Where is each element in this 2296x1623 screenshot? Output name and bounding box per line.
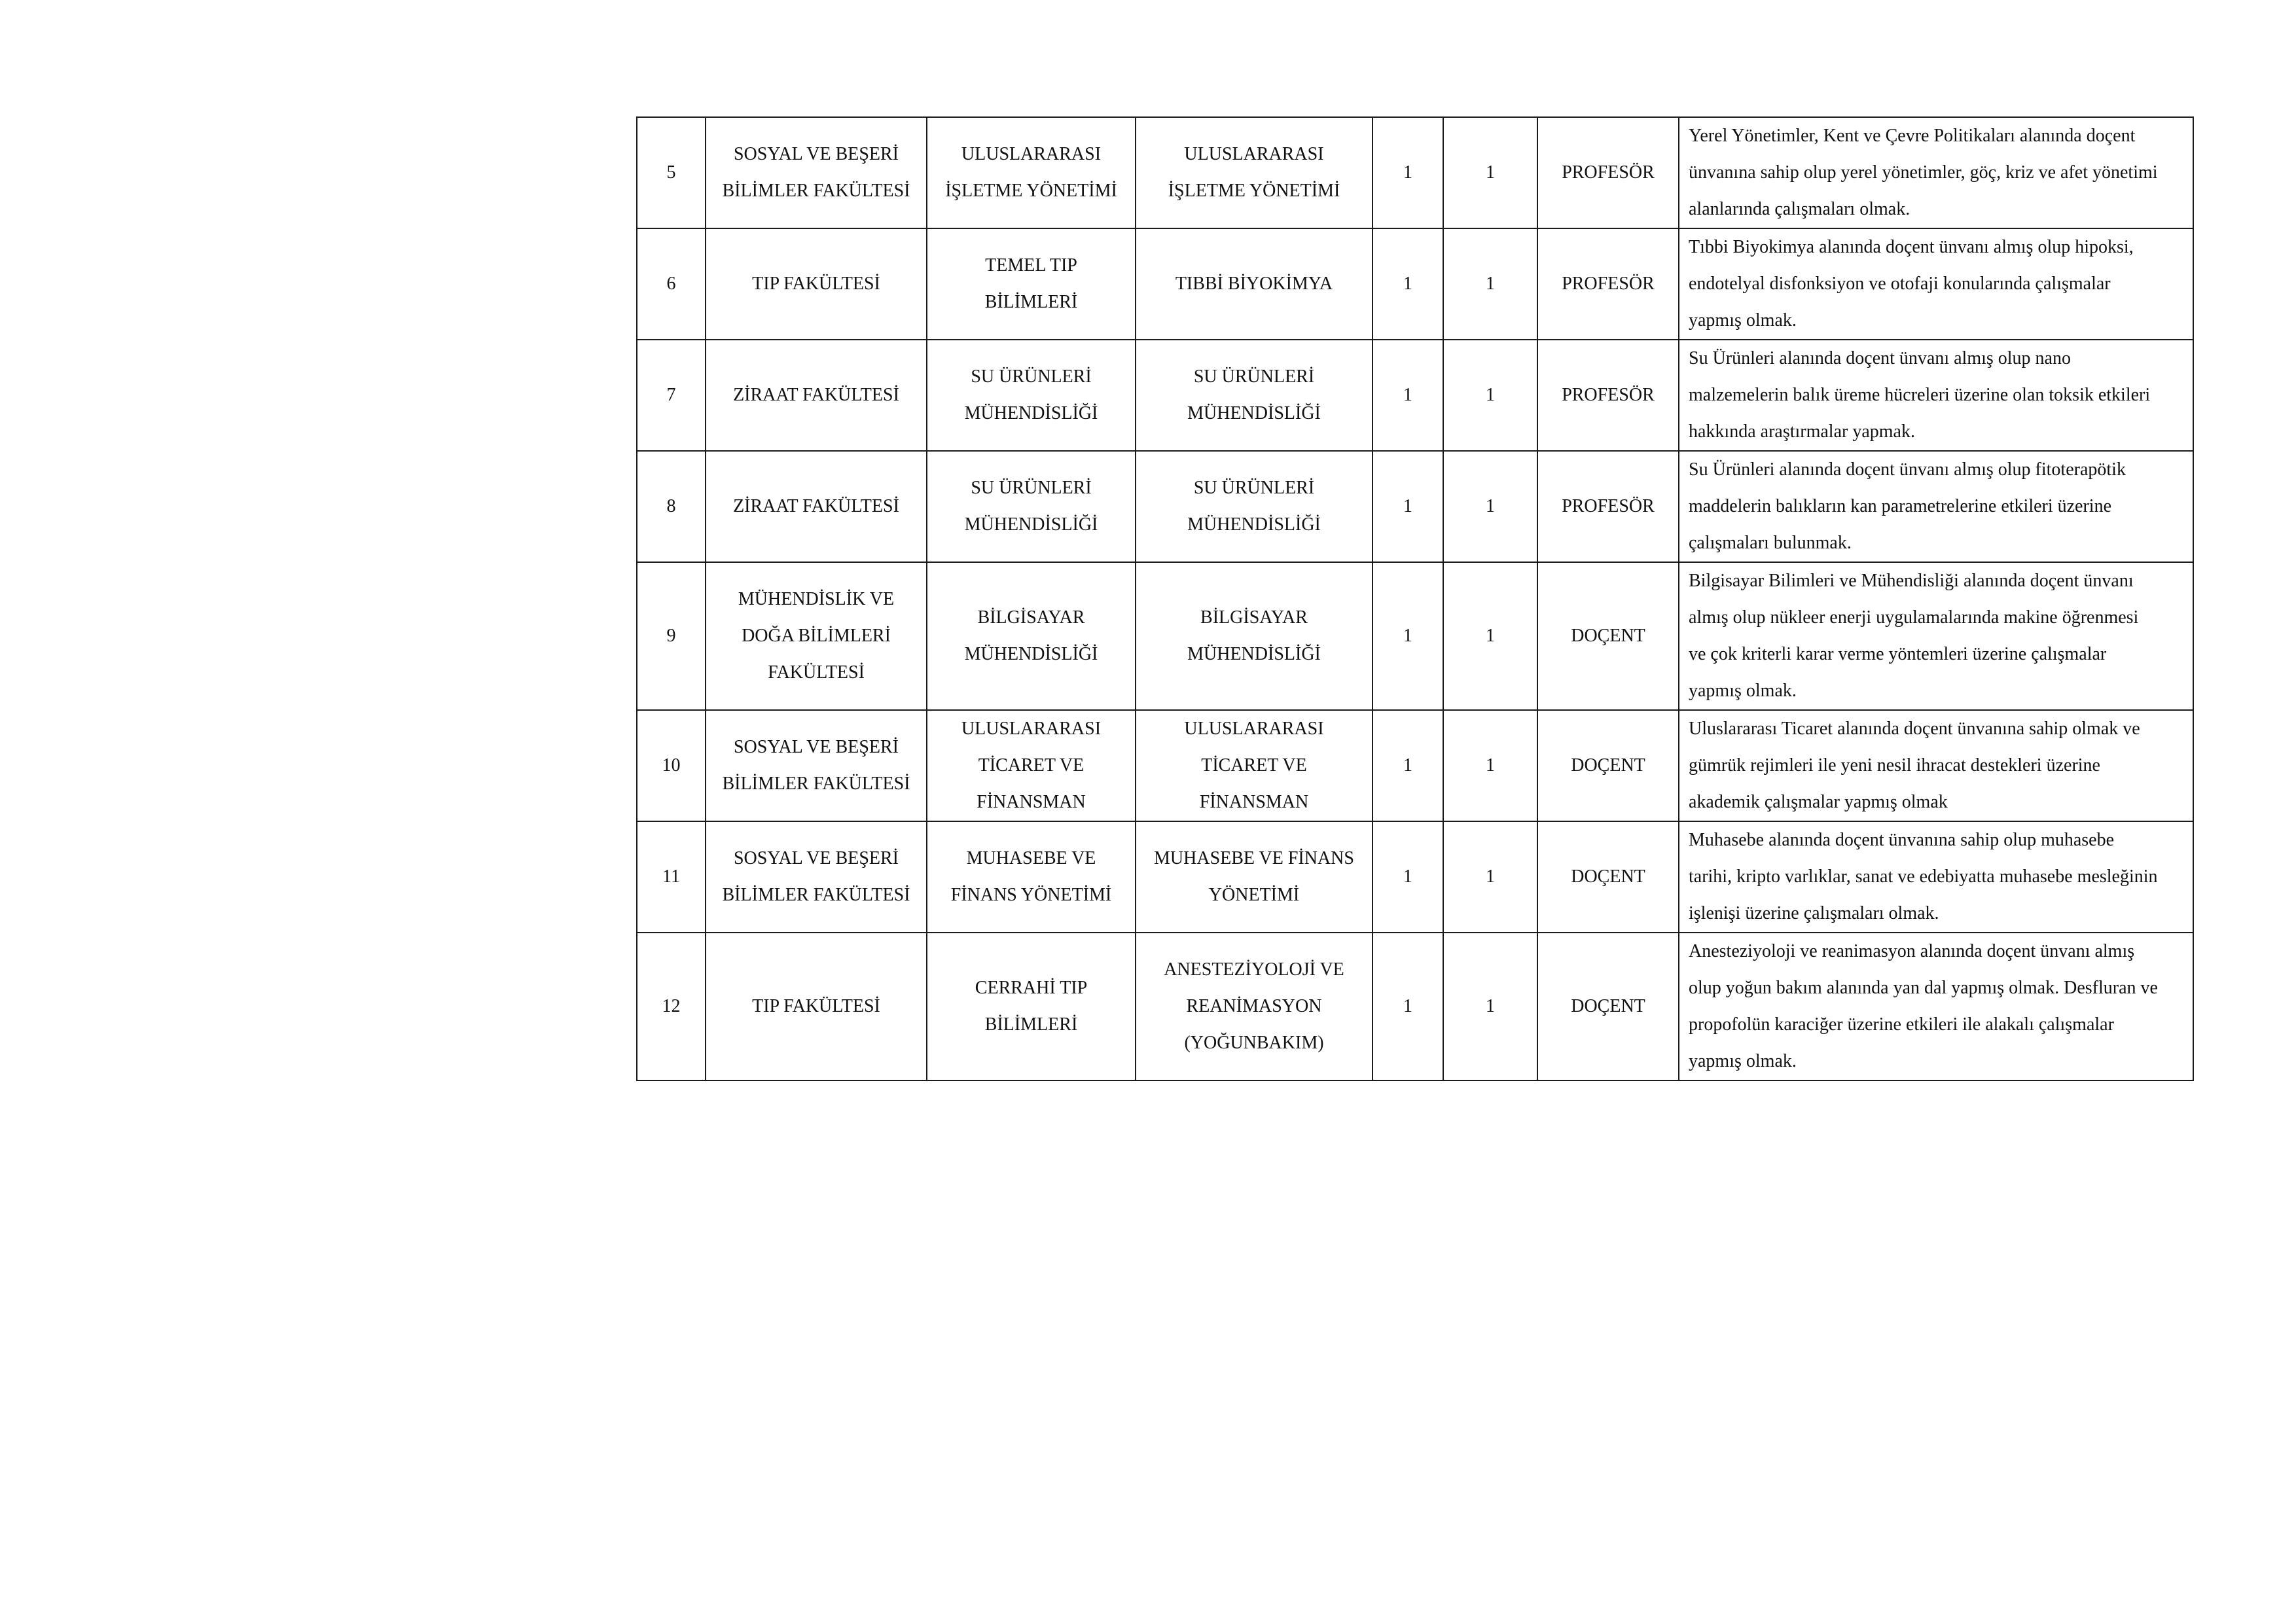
description-cell: Muhasebe alanında doçent ünvanına sahip olup muhasebe tarihi, kripto varlıklar, sanat ve edebiyatta muhasebe mesleğinin işlenişi üzerine çalışmaları olmak. bbox=[1679, 821, 2193, 933]
description-cell: Bilgisayar Bilimleri ve Mühendisliği alanında doçent ünvanı almış olup nükleer enerji uygulamalarında makine öğrenmesi ve çok kriterli karar verme yöntemleri üzerine çalışmalar yapmış olmak. bbox=[1679, 562, 2193, 710]
row-number-cell: 7 bbox=[637, 340, 706, 451]
faculty-cell: MÜHENDİSLİK VE DOĞA BİLİMLERİ FAKÜLTESİ bbox=[706, 562, 927, 710]
title-cell: DOÇENT bbox=[1537, 710, 1679, 821]
row-number-cell: 8 bbox=[637, 451, 706, 562]
department-cell: SU ÜRÜNLERİ MÜHENDİSLİĞİ bbox=[927, 451, 1136, 562]
department-cell: SU ÜRÜNLERİ MÜHENDİSLİĞİ bbox=[927, 340, 1136, 451]
faculty-cell: ZİRAAT FAKÜLTESİ bbox=[706, 340, 927, 451]
row-number-cell: 9 bbox=[637, 562, 706, 710]
program-cell: SU ÜRÜNLERİ MÜHENDİSLİĞİ bbox=[1136, 451, 1372, 562]
department-cell: MUHASEBE VE FİNANS YÖNETİMİ bbox=[927, 821, 1136, 933]
faculty-cell: TIP FAKÜLTESİ bbox=[706, 228, 927, 340]
department-cell: ULUSLARARASI İŞLETME YÖNETİMİ bbox=[927, 117, 1136, 228]
count-cell-1: 1 bbox=[1372, 228, 1443, 340]
faculty-cell: SOSYAL VE BEŞERİ BİLİMLER FAKÜLTESİ bbox=[706, 710, 927, 821]
description-cell: Uluslararası Ticaret alanında doçent ünvanına sahip olmak ve gümrük rejimleri ile yeni nesil ihracat destekleri üzerine akademik çalışmalar yapmış olmak bbox=[1679, 710, 2193, 821]
title-cell: PROFESÖR bbox=[1537, 117, 1679, 228]
program-cell: TIBBİ BİYOKİMYA bbox=[1136, 228, 1372, 340]
description-cell: Yerel Yönetimler, Kent ve Çevre Politikaları alanında doçent ünvanına sahip olup yerel yönetimler, göç, kriz ve afet yönetimi alanlarında çalışmaları olmak. bbox=[1679, 117, 2193, 228]
count-cell-1: 1 bbox=[1372, 117, 1443, 228]
row-number-cell: 5 bbox=[637, 117, 706, 228]
title-cell: PROFESÖR bbox=[1537, 228, 1679, 340]
table-row bbox=[637, 933, 2193, 1080]
count-cell-2: 1 bbox=[1443, 117, 1537, 228]
title-cell: DOÇENT bbox=[1537, 821, 1679, 933]
table-row bbox=[637, 228, 2193, 340]
positions-table bbox=[636, 116, 2194, 1081]
row-number-cell: 12 bbox=[637, 933, 706, 1080]
program-cell: ULUSLARARASI İŞLETME YÖNETİMİ bbox=[1136, 117, 1372, 228]
count-cell-2: 1 bbox=[1443, 451, 1537, 562]
count-cell-2: 1 bbox=[1443, 710, 1537, 821]
description-cell: Anesteziyoloji ve reanimasyon alanında doçent ünvanı almış olup yoğun bakım alanında yan dal yapmış olmak. Desfluran ve propofolün karaciğer üzerine etkileri ile alakalı çalışmalar yapmış olmak. bbox=[1679, 933, 2193, 1080]
row-number-cell: 10 bbox=[637, 710, 706, 821]
program-cell: ANESTEZİYOLOJİ VE REANİMASYON (YOĞUNBAKIM) bbox=[1136, 933, 1372, 1080]
faculty-cell: ZİRAAT FAKÜLTESİ bbox=[706, 451, 927, 562]
title-cell: DOÇENT bbox=[1537, 562, 1679, 710]
table-row bbox=[637, 821, 2193, 933]
table-row bbox=[637, 562, 2193, 710]
row-number-cell: 6 bbox=[637, 228, 706, 340]
department-cell: BİLGİSAYAR MÜHENDİSLİĞİ bbox=[927, 562, 1136, 710]
count-cell-1: 1 bbox=[1372, 340, 1443, 451]
program-cell: BİLGİSAYAR MÜHENDİSLİĞİ bbox=[1136, 562, 1372, 710]
count-cell-1: 1 bbox=[1372, 562, 1443, 710]
count-cell-1: 1 bbox=[1372, 821, 1443, 933]
department-cell: TEMEL TIP BİLİMLERİ bbox=[927, 228, 1136, 340]
faculty-cell: TIP FAKÜLTESİ bbox=[706, 933, 927, 1080]
count-cell-2: 1 bbox=[1443, 562, 1537, 710]
title-cell: DOÇENT bbox=[1537, 933, 1679, 1080]
count-cell-2: 1 bbox=[1443, 340, 1537, 451]
table-row bbox=[637, 710, 2193, 821]
department-cell: CERRAHİ TIP BİLİMLERİ bbox=[927, 933, 1136, 1080]
count-cell-1: 1 bbox=[1372, 933, 1443, 1080]
table-row bbox=[637, 340, 2193, 451]
department-cell: ULUSLARARASI TİCARET VE FİNANSMAN bbox=[927, 710, 1136, 821]
description-cell: Tıbbi Biyokimya alanında doçent ünvanı almış olup hipoksi, endotelyal disfonksiyon ve otofaji konularında çalışmalar yapmış olmak. bbox=[1679, 228, 2193, 340]
table-body bbox=[637, 117, 2193, 1080]
description-cell: Su Ürünleri alanında doçent ünvanı almış olup nano malzemelerin balık üreme hücreleri üzerine olan toksik etkileri hakkında araştırmalar yapmak. bbox=[1679, 340, 2193, 451]
program-cell: ULUSLARARASI TİCARET VE FİNANSMAN bbox=[1136, 710, 1372, 821]
description-cell: Su Ürünleri alanında doçent ünvanı almış olup fitoterapötik maddelerin balıkların kan parametrelerine etkileri üzerine çalışmaları bulunmak. bbox=[1679, 451, 2193, 562]
count-cell-2: 1 bbox=[1443, 933, 1537, 1080]
table-row bbox=[637, 117, 2193, 228]
title-cell: PROFESÖR bbox=[1537, 451, 1679, 562]
program-cell: SU ÜRÜNLERİ MÜHENDİSLİĞİ bbox=[1136, 340, 1372, 451]
row-number-cell: 11 bbox=[637, 821, 706, 933]
table-row bbox=[637, 451, 2193, 562]
count-cell-2: 1 bbox=[1443, 821, 1537, 933]
count-cell-1: 1 bbox=[1372, 710, 1443, 821]
program-cell: MUHASEBE VE FİNANS YÖNETİMİ bbox=[1136, 821, 1372, 933]
faculty-cell: SOSYAL VE BEŞERİ BİLİMLER FAKÜLTESİ bbox=[706, 117, 927, 228]
count-cell-2: 1 bbox=[1443, 228, 1537, 340]
title-cell: PROFESÖR bbox=[1537, 340, 1679, 451]
count-cell-1: 1 bbox=[1372, 451, 1443, 562]
faculty-cell: SOSYAL VE BEŞERİ BİLİMLER FAKÜLTESİ bbox=[706, 821, 927, 933]
